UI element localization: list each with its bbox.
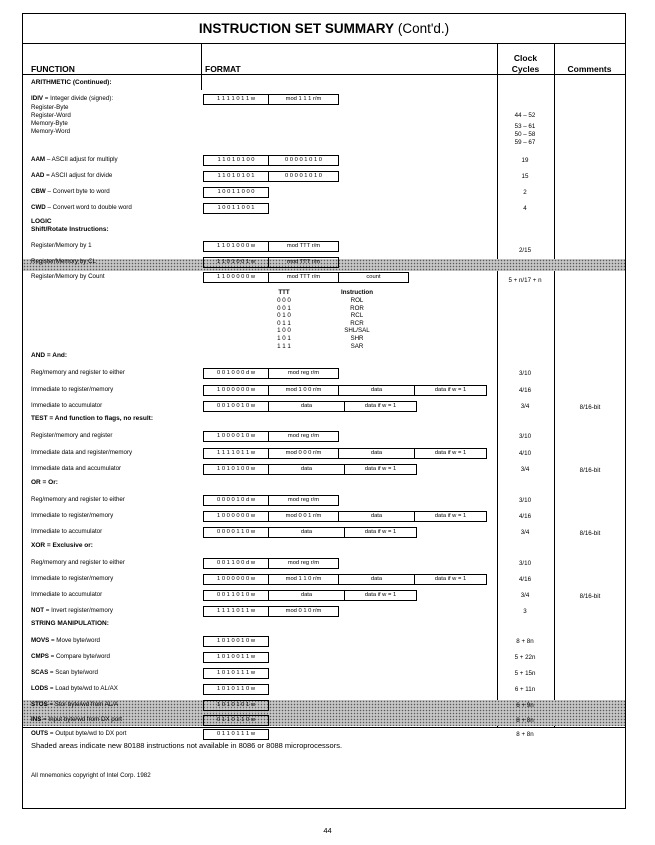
format-cell: 0 0 0 0 1 1 0 w — [203, 527, 269, 538]
format-cell: count — [339, 272, 409, 283]
instruction-mnemonic: OUTS — [31, 730, 49, 737]
format-cell: mod reg r/m — [269, 431, 339, 442]
clock-cycles: 3/4 — [520, 403, 530, 410]
instruction-format — [203, 668, 269, 679]
format-cell: mod reg r/m — [269, 495, 339, 506]
clock-cycles: 3 — [523, 608, 527, 615]
instruction-function — [31, 511, 113, 520]
instruction-row — [23, 400, 625, 412]
instruction-format — [203, 448, 487, 459]
instruction-function — [31, 464, 121, 473]
instruction-mnemonic: INS — [31, 716, 42, 723]
instruction-format — [203, 464, 417, 475]
instruction-function — [31, 606, 113, 615]
instruction-row — [23, 170, 625, 182]
comment: 8/16-bit — [579, 530, 601, 537]
instruction-description: = Integer divide (signed): — [43, 95, 114, 102]
instruction-function — [31, 590, 102, 599]
format-cell: mod 1 1 0 r/m — [269, 574, 339, 585]
instruction-function — [31, 668, 98, 677]
instruction-function — [31, 700, 118, 709]
format-cell: data if w = 1 — [345, 464, 417, 475]
instruction-mnemonic: AAM — [31, 156, 46, 163]
instruction-description: Register/Memory by 1 — [31, 242, 92, 249]
format-cell: 1 0 1 0 1 1 0 w — [203, 684, 269, 695]
copyright-note: All mnemonics copyright of Intel Corp. 1982 — [31, 772, 151, 779]
format-cell: data if w = 1 — [345, 590, 417, 601]
instruction-mnemonic: NOT — [31, 607, 45, 614]
instruction-function — [31, 171, 112, 180]
instruction-description: = Input byte/wd from DX port — [41, 716, 122, 723]
format-cell: 1 1 0 1 0 1 0 0 — [203, 155, 269, 166]
format-cell: 1 1 0 1 0 0 0 w — [203, 241, 269, 252]
format-cell: 1 0 0 0 0 0 0 w — [203, 574, 269, 585]
instruction-row — [23, 463, 625, 475]
instruction-description: = Move byte/word — [49, 637, 100, 644]
format-cell: 1 1 0 0 0 0 0 w — [203, 272, 269, 283]
format-cell: 1 0 0 0 0 1 0 w — [203, 431, 269, 442]
instruction-table — [22, 13, 626, 809]
instruction-mnemonic: CWD — [31, 204, 46, 211]
instruction-description: = ASCII adjust for divide — [44, 172, 113, 179]
format-cell: data — [269, 527, 345, 538]
instruction-row — [23, 683, 625, 695]
page-number: 44 — [323, 826, 332, 835]
instruction-format — [203, 385, 487, 396]
comments-header: Comments — [567, 64, 612, 74]
instruction-format — [203, 203, 269, 214]
instruction-format — [203, 700, 269, 711]
instruction-row — [23, 93, 625, 146]
instruction-format — [203, 94, 339, 105]
instruction-description: Immediate to accumulator — [31, 528, 103, 535]
format-cell: data — [339, 448, 415, 459]
ttt-instruction-header: Instruction — [341, 289, 373, 296]
format-cell: 1 0 1 0 0 1 0 w — [203, 636, 269, 647]
instruction-function — [31, 574, 113, 583]
instruction-format — [203, 401, 417, 412]
format-cell: data — [339, 511, 415, 522]
clock-cycles: 3/10 — [518, 370, 532, 377]
instruction-format — [203, 257, 339, 268]
instruction-function — [31, 385, 113, 394]
format-cell: mod 0 0 1 r/m — [269, 511, 339, 522]
clock-cycles: 3/4 — [520, 466, 530, 473]
instruction-format — [203, 171, 339, 182]
format-cell: mod reg r/m — [269, 558, 339, 569]
section-or: OR = Or: — [31, 479, 58, 486]
format-cell: 1 0 1 0 1 0 0 w — [203, 464, 269, 475]
format-cell: 1 0 0 0 0 0 0 w — [203, 385, 269, 396]
instruction-row — [23, 651, 625, 663]
format-cell: 1 0 1 0 0 1 1 w — [203, 652, 269, 663]
instruction-row — [23, 667, 625, 679]
instruction-mnemonic: STOS — [31, 701, 48, 708]
instruction-format — [203, 368, 339, 379]
instruction-function — [31, 431, 113, 440]
instruction-row — [23, 573, 625, 585]
clock-cycles: 8 + 8n — [516, 731, 534, 738]
instruction-row — [23, 271, 625, 283]
format-cell: 1 0 0 1 1 0 0 1 — [203, 203, 269, 214]
instruction-row — [23, 526, 625, 538]
format-cell: data if w = 1 — [415, 385, 487, 396]
format-cell: 0 0 1 0 0 1 0 w — [203, 401, 269, 412]
instruction-row — [23, 240, 625, 252]
instruction-description: Immediate to register/memory — [31, 575, 114, 582]
instruction-function — [31, 272, 105, 281]
instruction-row — [23, 635, 625, 647]
instruction-mnemonic: SCAS — [31, 669, 49, 676]
page-title: INSTRUCTION SET SUMMARY (Cont'd.) — [23, 14, 625, 44]
clock-cycles: 3/10 — [518, 560, 532, 567]
instruction-description: = Load byte/wd to AL/AX — [48, 685, 118, 692]
instruction-description: Reg/memory and register to either — [31, 559, 125, 566]
instruction-function — [31, 729, 126, 738]
format-cell: data — [269, 590, 345, 601]
instruction-row — [23, 154, 625, 166]
instruction-function — [31, 527, 102, 536]
clock-cycles: 6 + 11n — [514, 686, 536, 693]
clock-cycles: 19 — [521, 157, 529, 164]
shading-note: Shaded areas indicate new 80188 instructions not available in 8086 or 8088 microprocessors. — [31, 741, 343, 750]
instruction-function — [31, 495, 125, 504]
clock-cycles: 3/10 — [518, 497, 532, 504]
instruction-function — [31, 155, 118, 164]
instruction-function — [31, 368, 125, 377]
format-cell: 1 1 1 1 0 1 1 w — [203, 448, 269, 459]
instruction-format — [203, 155, 339, 166]
clock-cycles-detail: 53 – 61 50 – 58 59 – 67 — [514, 123, 536, 146]
instruction-function — [31, 187, 110, 196]
instruction-format — [203, 558, 339, 569]
instruction-row — [23, 256, 625, 268]
format-cell: 0 0 1 1 0 0 d w — [203, 558, 269, 569]
instruction-row — [23, 589, 625, 601]
clock-cycles: 5 + n/17 + n — [508, 277, 542, 284]
clock-cycles: 5 + 22n — [514, 654, 536, 661]
instruction-function — [31, 636, 100, 645]
instruction-row — [23, 186, 625, 198]
format-cell: data — [269, 464, 345, 475]
instruction-function — [31, 558, 125, 567]
instruction-format — [203, 241, 339, 252]
format-cell: data if w = 1 — [345, 401, 417, 412]
instruction-row — [23, 510, 625, 522]
instruction-format — [203, 187, 269, 198]
instruction-description: Register/Memory by CL — [31, 258, 96, 265]
format-cell: mod 0 1 0 r/m — [269, 606, 339, 617]
instruction-row — [23, 605, 625, 617]
comment: 8/16-bit — [579, 467, 601, 474]
instruction-function — [31, 257, 96, 266]
clock-cycles: 3/4 — [520, 529, 530, 536]
clock-cycles: 4/16 — [518, 387, 532, 394]
column-divider — [201, 44, 202, 90]
format-cell: data if w = 1 — [345, 527, 417, 538]
format-cell: mod TTT r/m — [269, 241, 339, 252]
instruction-function — [31, 652, 110, 661]
ttt-header: TTT — [278, 289, 290, 296]
instruction-row — [23, 202, 625, 214]
instruction-description: Immediate data and accumulator — [31, 465, 122, 472]
header-rule — [23, 74, 625, 75]
section-test: TEST = And function to flags, no result: — [31, 415, 153, 422]
instruction-description: = Compare byte/word — [48, 653, 110, 660]
operand-variants: Register-Byte Register-Word Memory-Byte Memory-Word — [31, 104, 71, 135]
comment: 8/16-bit — [579, 404, 601, 411]
instruction-description: Register/memory and register — [31, 432, 113, 439]
format-cell: data — [339, 385, 415, 396]
section-and: AND = And: — [31, 352, 68, 359]
instruction-format — [203, 606, 339, 617]
instruction-mnemonic: CMPS — [31, 653, 49, 660]
format-cell: data if w = 1 — [415, 511, 487, 522]
instruction-description: Immediate to register/memory — [31, 386, 114, 393]
format-cell: 0 0 0 0 1 0 d w — [203, 495, 269, 506]
instruction-format — [203, 652, 269, 663]
clock-cycles: 4/10 — [518, 450, 532, 457]
format-cell: 1 0 0 1 1 0 0 0 — [203, 187, 269, 198]
format-cell: 1 0 1 0 1 0 1 w — [203, 700, 269, 711]
format-cell: mod 1 0 0 r/m — [269, 385, 339, 396]
instruction-format — [203, 495, 339, 506]
instruction-description: – ASCII adjust for multiply — [45, 156, 118, 163]
format-cell: data — [269, 401, 345, 412]
instruction-function — [31, 448, 132, 457]
instruction-format — [203, 636, 269, 647]
format-cell: 0 0 1 0 0 0 d w — [203, 368, 269, 379]
format-cell: data if w = 1 — [415, 574, 487, 585]
instruction-format — [203, 527, 417, 538]
format-cell: mod reg r/m — [269, 368, 339, 379]
instruction-description: Reg/memory and register to either — [31, 369, 125, 376]
format-cell: 0 0 1 1 0 1 0 w — [203, 590, 269, 601]
clock-cycles: 4/16 — [518, 513, 532, 520]
instruction-description: = Invert register/memory — [44, 607, 114, 614]
format-cell: mod TTT r/m — [269, 272, 339, 283]
clock-header: Clock Cycles — [511, 53, 540, 74]
instruction-mnemonic: AAD — [31, 172, 45, 179]
instruction-format — [203, 272, 409, 283]
format-cell: 0 0 0 0 1 0 1 0 — [269, 171, 339, 182]
instruction-mnemonic: LODS — [31, 685, 49, 692]
instruction-format — [203, 684, 269, 695]
instruction-row — [23, 699, 625, 711]
instruction-row — [23, 384, 625, 396]
clock-cycles: 4 — [523, 205, 527, 212]
format-cell: 0 0 0 0 1 0 1 0 — [269, 155, 339, 166]
ttt-codes: 0 0 0 0 0 1 0 1 0 0 1 1 1 0 0 1 0 1 1 1 1 — [277, 297, 291, 350]
instruction-description: = Scan byte/word — [48, 669, 98, 676]
clock-cycles: 8 + 8n — [516, 717, 534, 724]
instruction-function — [31, 203, 132, 212]
section-arithmetic: ARITHMETIC (Continued): — [31, 79, 112, 86]
format-cell: 1 1 0 1 0 0 1 w — [203, 257, 269, 268]
format-cell: 1 1 0 1 0 1 0 1 — [203, 171, 269, 182]
instruction-mnemonic: CBW — [31, 188, 46, 195]
format-cell: data — [339, 574, 415, 585]
instruction-function — [31, 241, 92, 250]
instruction-description: Immediate to accumulator — [31, 591, 103, 598]
instruction-function — [31, 684, 118, 693]
instruction-function — [31, 715, 122, 724]
format-cell: 1 0 1 0 1 1 1 w — [203, 668, 269, 679]
instruction-description: – Convert byte to word — [45, 188, 110, 195]
function-header: FUNCTION — [31, 64, 75, 74]
instruction-description: = Stor byte/wd from AL/A — [47, 701, 119, 708]
instruction-mnemonic: MOVS — [31, 637, 50, 644]
instruction-format — [203, 431, 339, 442]
instruction-description: – Convert word to double word — [45, 204, 132, 211]
instruction-description: Immediate to register/memory — [31, 512, 114, 519]
instruction-function — [31, 94, 113, 103]
format-header: FORMAT — [205, 64, 241, 74]
instruction-row — [23, 447, 625, 459]
format-cell: mod TTT r/m — [269, 257, 339, 268]
instruction-row — [23, 714, 625, 726]
clock-cycles: 5 + 15n — [514, 670, 536, 677]
instruction-format — [203, 511, 487, 522]
format-cell: mod 1 1 1 r/m — [269, 94, 339, 105]
clock-cycles: 8 + 8n — [516, 638, 534, 645]
clock-cycles: 3/10 — [518, 433, 532, 440]
clock-cycles: 2 — [523, 189, 527, 196]
instruction-row — [23, 557, 625, 569]
format-cell: 0 1 1 0 1 1 0 w — [203, 715, 269, 726]
instruction-mnemonic: IDIV — [31, 95, 44, 102]
format-cell: 1 1 1 1 0 1 1 w — [203, 94, 269, 105]
instruction-description: Immediate to accumulator — [31, 402, 103, 409]
format-cell: 0 1 1 0 1 1 1 w — [203, 729, 269, 740]
clock-cycles: 4/16 — [518, 576, 532, 583]
instruction-description: = Output byte/wd to DX port — [48, 730, 127, 737]
format-cell: data if w = 1 — [415, 448, 487, 459]
instruction-row — [23, 367, 625, 379]
format-cell: 1 0 0 0 0 0 0 w — [203, 511, 269, 522]
instruction-function — [31, 401, 102, 410]
instruction-format — [203, 574, 487, 585]
clock-cycles: 2/15 — [518, 247, 532, 254]
instruction-row — [23, 430, 625, 442]
instruction-row — [23, 728, 625, 740]
instruction-description: Immediate data and register/memory — [31, 449, 133, 456]
clock-cycles: 15 — [521, 173, 529, 180]
clock-cycles: 44 – 52 — [514, 112, 536, 119]
section-shift-rotate: Shift/Rotate Instructions: — [31, 226, 109, 233]
section-logic: LOGIC — [31, 218, 52, 225]
format-cell: mod 0 0 0 r/m — [269, 448, 339, 459]
clock-cycles: 3/4 — [520, 592, 530, 599]
format-cell: 1 1 1 1 0 1 1 w — [203, 606, 269, 617]
instruction-format — [203, 715, 269, 726]
instruction-description: Reg/memory and register to either — [31, 496, 125, 503]
comment: 8/16-bit — [579, 593, 601, 600]
instruction-description: Register/Memory by Count — [31, 273, 105, 280]
clock-cycles: 6 + 9n — [516, 702, 534, 709]
instruction-format — [203, 729, 269, 740]
section-string: STRING MANIPULATION: — [31, 620, 109, 627]
section-xor: XOR = Exclusive or: — [31, 542, 93, 549]
ttt-names: ROL ROR RCL RCR SHL/SAL SHR SAR — [344, 297, 370, 350]
instruction-row — [23, 494, 625, 506]
instruction-format — [203, 590, 417, 601]
